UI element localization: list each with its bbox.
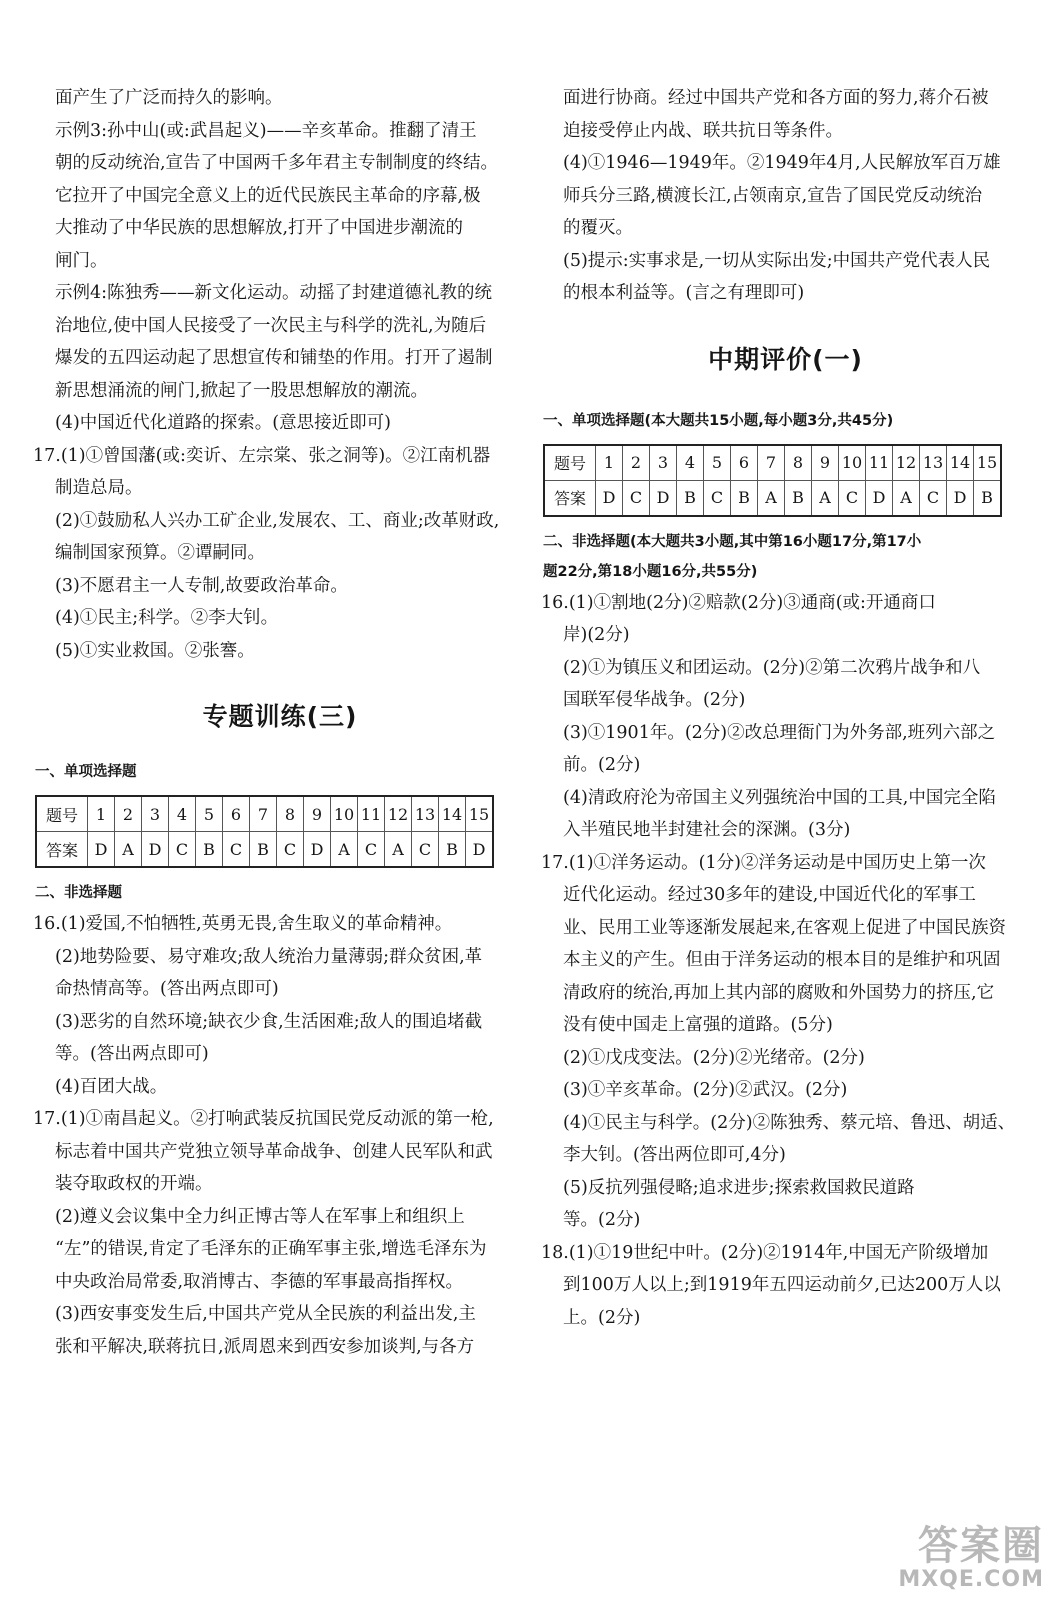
question-number-cell: 6 bbox=[731, 445, 758, 481]
text-line: 编制国家预算。②谭嗣同。 bbox=[55, 543, 265, 563]
row-label: 题号 bbox=[544, 445, 596, 481]
answer-cell: D bbox=[596, 480, 623, 516]
text-line: (2)①鼓励私人兴办工矿企业,发展农、工、商业;改革财政, bbox=[55, 510, 500, 531]
text-line: (4)①民主与科学。(2分)②陈独秀、蔡元培、鲁迅、胡适、 bbox=[563, 1112, 1016, 1133]
question-number-cell: 13 bbox=[920, 445, 947, 481]
text-line: 示例3:孙中山(或:武昌起义)——辛亥革命。推翻了清王 bbox=[55, 120, 477, 141]
text-line: 18.(1)①19世纪中叶。(2分)②1914年,中国无产阶级增加 bbox=[541, 1242, 989, 1263]
answer-cell: A bbox=[385, 832, 412, 868]
section-title-zhuanti-3: 专题训练(三) bbox=[202, 702, 358, 731]
question-number-cell: 9 bbox=[812, 445, 839, 481]
text-line: (3)西安事变发生后,中国共产党从全民族的利益出发,主 bbox=[55, 1304, 476, 1324]
answer-cell: A bbox=[758, 480, 785, 516]
answer-cell: B bbox=[439, 832, 466, 868]
answer-cell: C bbox=[920, 480, 947, 516]
question-number-cell: 6 bbox=[223, 796, 250, 832]
text-line: 的根本利益等。(言之有理即可) bbox=[563, 283, 805, 303]
text-line: (2)遵义会议集中全力纠正博古等人在军事上和组织上 bbox=[55, 1206, 465, 1227]
text-line: 前。(2分) bbox=[563, 755, 641, 775]
question-number-cell: 4 bbox=[677, 445, 704, 481]
text-line: 命热情高等。(答出两点即可) bbox=[55, 979, 279, 999]
text-line: (5)反抗列强侵略;追求进步;探索救国救民道路 bbox=[563, 1177, 915, 1198]
right-intro-text bbox=[543, 82, 1028, 310]
left-part1-label: 一、单项选择题 bbox=[35, 764, 137, 780]
answer-cell: D bbox=[304, 832, 331, 868]
answer-cell: D bbox=[88, 832, 115, 868]
answer-cell: C bbox=[704, 480, 731, 516]
answer-cell: D bbox=[866, 480, 893, 516]
question-number-cell: 8 bbox=[785, 445, 812, 481]
left-column bbox=[35, 82, 525, 1363]
text-line: 装夺取政权的开端。 bbox=[55, 1174, 213, 1194]
text-line: 16.(1)①割地(2分)②赔款(2分)③通商(或:开通商口 bbox=[541, 592, 936, 613]
text-line: 大推动了中华民族的思想解放,打开了中国进步潮流的 bbox=[55, 218, 464, 238]
left-answer-text bbox=[35, 908, 525, 1363]
answer-cell: A bbox=[115, 832, 142, 868]
question-number-cell: 3 bbox=[142, 796, 169, 832]
answer-cell: C bbox=[412, 832, 439, 868]
text-line: 到100万人以上;到1919年五四运动前夕,已达200万人以 bbox=[563, 1275, 1001, 1295]
answer-cell: A bbox=[812, 480, 839, 516]
answer-cell: B bbox=[731, 480, 758, 516]
text-line: 等。(答出两点即可) bbox=[55, 1044, 209, 1064]
table-row-numbers bbox=[544, 445, 1001, 481]
question-number-cell: 12 bbox=[893, 445, 920, 481]
question-number-cell: 1 bbox=[88, 796, 115, 832]
text-line: 制造总局。 bbox=[55, 478, 143, 498]
text-line: 治地位,使中国人民接受了一次民主与科学的洗礼,为随后 bbox=[55, 315, 487, 336]
question-number-cell: 1 bbox=[596, 445, 623, 481]
answer-cell: C bbox=[277, 832, 304, 868]
text-line: 本主义的产生。但由于洋务运动的根本目的是维护和巩固 bbox=[563, 950, 1001, 970]
text-line: 闸门。 bbox=[55, 250, 108, 271]
row-label: 答案 bbox=[36, 832, 88, 868]
text-line: (3)不愿君主一人专制,故要政治革命。 bbox=[55, 575, 348, 596]
question-number-cell: 4 bbox=[169, 796, 196, 832]
table-row-answers bbox=[36, 832, 493, 868]
text-line: 张和平解决,联蒋抗日,派周恩来到西安参加谈判,与各方 bbox=[55, 1336, 475, 1357]
text-line: 示例4:陈独秀——新文化运动。动摇了封建道德礼教的统 bbox=[55, 283, 493, 303]
answer-cell: D bbox=[947, 480, 974, 516]
question-number-cell: 2 bbox=[623, 445, 650, 481]
left-part2-label: 二、非选择题 bbox=[35, 885, 122, 901]
text-line: 岸)(2分) bbox=[563, 625, 630, 645]
right-part1-label: 一、单项选择题(本大题共15小题,每小题3分,共45分) bbox=[543, 412, 894, 429]
text-line: 上。(2分) bbox=[563, 1307, 641, 1328]
question-number-cell: 7 bbox=[250, 796, 277, 832]
row-label: 答案 bbox=[544, 480, 596, 516]
answer-cell: B bbox=[250, 832, 277, 868]
text-line: 李大钊。(答出两位即可,4分) bbox=[563, 1145, 786, 1165]
question-number-cell: 12 bbox=[385, 796, 412, 832]
text-line: (3)恶劣的自然环境;缺衣少食,生活困难;敌人的围追堵截 bbox=[55, 1011, 483, 1032]
answer-cell: B bbox=[677, 480, 704, 516]
text-line: (2)①为镇压义和团运动。(2分)②第二次鸦片战争和八 bbox=[563, 657, 981, 678]
text-line: (3)①1901年。(2分)②改总理衙门为外务部,班列六部之 bbox=[563, 722, 996, 743]
text-line: 16.(1)爱国,不怕牺牲,英勇无畏,舍生取义的革命精神。 bbox=[33, 914, 453, 934]
answer-cell: A bbox=[331, 832, 358, 868]
text-line: 师兵分三路,横渡长江,占领南京,宣告了国民党反动统治 bbox=[563, 185, 983, 206]
text-line: 面进行协商。经过中国共产党和各方面的努力,蒋介石被 bbox=[563, 88, 989, 108]
question-number-cell: 15 bbox=[466, 796, 494, 832]
answer-cell: C bbox=[839, 480, 866, 516]
text-line: 入半殖民地半封建社会的深渊。(3分) bbox=[563, 820, 851, 840]
text-line: 爆发的五四运动起了思想宣传和铺垫的作用。打开了遏制 bbox=[55, 348, 493, 368]
text-line: (4)清政府沦为帝国主义列强统治中国的工具,中国完全陷 bbox=[563, 787, 996, 808]
answer-cell: C bbox=[169, 832, 196, 868]
right-part2-label-1: 二、非选择题(本大题共3小题,其中第16小题17分,第17小 bbox=[543, 533, 922, 550]
text-line: 的覆灭。 bbox=[563, 218, 633, 238]
answer-cell: C bbox=[358, 832, 385, 868]
question-number-cell: 13 bbox=[412, 796, 439, 832]
table-row-answers bbox=[544, 480, 1001, 516]
question-number-cell: 3 bbox=[650, 445, 677, 481]
row-label: 题号 bbox=[36, 796, 88, 832]
section-title-zhongqi-1: 中期评价(一) bbox=[708, 344, 863, 374]
watermark-url: MXQE.COM bbox=[898, 1567, 1044, 1592]
text-line: 17.(1)①南昌起义。②打响武装反抗国民党反动派的第一枪, bbox=[33, 1109, 494, 1129]
answer-cell: D bbox=[466, 832, 494, 868]
text-line: 17.(1)①曾国藩(或:奕䜣、左宗棠、张之洞等)。②江南机器 bbox=[33, 445, 491, 466]
question-number-cell: 10 bbox=[331, 796, 358, 832]
text-line: (3)①辛亥革命。(2分)②武汉。(2分) bbox=[563, 1080, 848, 1100]
text-line: (4)①民主;科学。②李大钊。 bbox=[55, 608, 279, 628]
question-number-cell: 9 bbox=[304, 796, 331, 832]
question-number-cell: 8 bbox=[277, 796, 304, 832]
text-line: (5)提示:实事求是,一切从实际出发;中国共产党代表人民 bbox=[563, 250, 991, 271]
text-line: 17.(1)①洋务运动。(1分)②洋务运动是中国历史上第一次 bbox=[541, 852, 986, 873]
text-line: 朝的反动统治,宣告了中国两千多年君主专制制度的终结。 bbox=[55, 153, 499, 173]
answer-cell: B bbox=[785, 480, 812, 516]
right-part2-label-2: 题22分,第18小题16分,共55分) bbox=[543, 563, 758, 580]
text-line: 国联军侵华战争。(2分) bbox=[563, 690, 746, 710]
text-line: 没有使中国走上富强的道路。(5分) bbox=[563, 1015, 833, 1035]
answer-cell: D bbox=[142, 832, 169, 868]
answer-cell: C bbox=[623, 480, 650, 516]
answer-cell: C bbox=[223, 832, 250, 868]
question-number-cell: 2 bbox=[115, 796, 142, 832]
question-number-cell: 10 bbox=[839, 445, 866, 481]
text-line: 面产生了广泛而持久的影响。 bbox=[55, 88, 283, 108]
question-number-cell: 14 bbox=[947, 445, 974, 481]
text-line: 等。(2分) bbox=[563, 1210, 641, 1230]
text-line: (2)①戊戌变法。(2分)②光绪帝。(2分) bbox=[563, 1047, 865, 1068]
text-line: 标志着中国共产党独立领导革命战争、创建人民军队和武 bbox=[55, 1141, 493, 1162]
left-answer-table bbox=[35, 795, 494, 868]
right-answer-table bbox=[543, 444, 1002, 517]
text-line: (2)地势险要、易守难攻;敌人统治力量薄弱;群众贫困,革 bbox=[55, 946, 483, 967]
answer-cell: B bbox=[196, 832, 223, 868]
answer-cell: D bbox=[650, 480, 677, 516]
right-column bbox=[543, 82, 1028, 1334]
table-row-numbers bbox=[36, 796, 493, 832]
text-line: 近代化运动。经过30多年的建设,中国近代化的军事工 bbox=[563, 885, 976, 905]
question-number-cell: 14 bbox=[439, 796, 466, 832]
text-line: 业、民用工业等逐渐发展起来,在客观上促进了中国民族资 bbox=[563, 917, 1007, 938]
question-number-cell: 15 bbox=[974, 445, 1002, 481]
text-line: (4)①1946—1949年。②1949年4月,人民解放军百万雄 bbox=[563, 153, 1001, 173]
answer-cell: A bbox=[893, 480, 920, 516]
watermark-text: 答案圈 bbox=[918, 1523, 1044, 1569]
text-line: 新思想涌流的闸门,掀起了一股思想解放的潮流。 bbox=[55, 380, 429, 401]
question-number-cell: 5 bbox=[704, 445, 731, 481]
question-number-cell: 7 bbox=[758, 445, 785, 481]
right-answer-text bbox=[543, 587, 1028, 1335]
left-intro-text bbox=[35, 82, 525, 667]
question-number-cell: 11 bbox=[866, 445, 893, 481]
watermark-logo bbox=[898, 1524, 1044, 1592]
text-line: (4)百团大战。 bbox=[55, 1076, 168, 1097]
text-line: 迫接受停止内战、联共抗日等条件。 bbox=[563, 120, 843, 141]
text-line: (5)①实业救国。②张謇。 bbox=[55, 640, 255, 661]
question-number-cell: 5 bbox=[196, 796, 223, 832]
question-number-cell: 11 bbox=[358, 796, 385, 832]
answer-cell: B bbox=[974, 480, 1002, 516]
text-line: (4)中国近代化道路的探索。(意思接近即可) bbox=[55, 413, 391, 433]
text-line: 中央政治局常委,取消博古、李德的军事最高指挥权。 bbox=[55, 1271, 464, 1292]
text-line: 它拉开了中国完全意义上的近代民族民主革命的序幕,极 bbox=[55, 185, 481, 206]
text-line: 清政府的统治,再加上其内部的腐败和外国势力的挤压,它 bbox=[563, 982, 995, 1003]
text-line: “左”的错误,肯定了毛泽东的正确军事主张,增选毛泽东为 bbox=[55, 1239, 487, 1259]
